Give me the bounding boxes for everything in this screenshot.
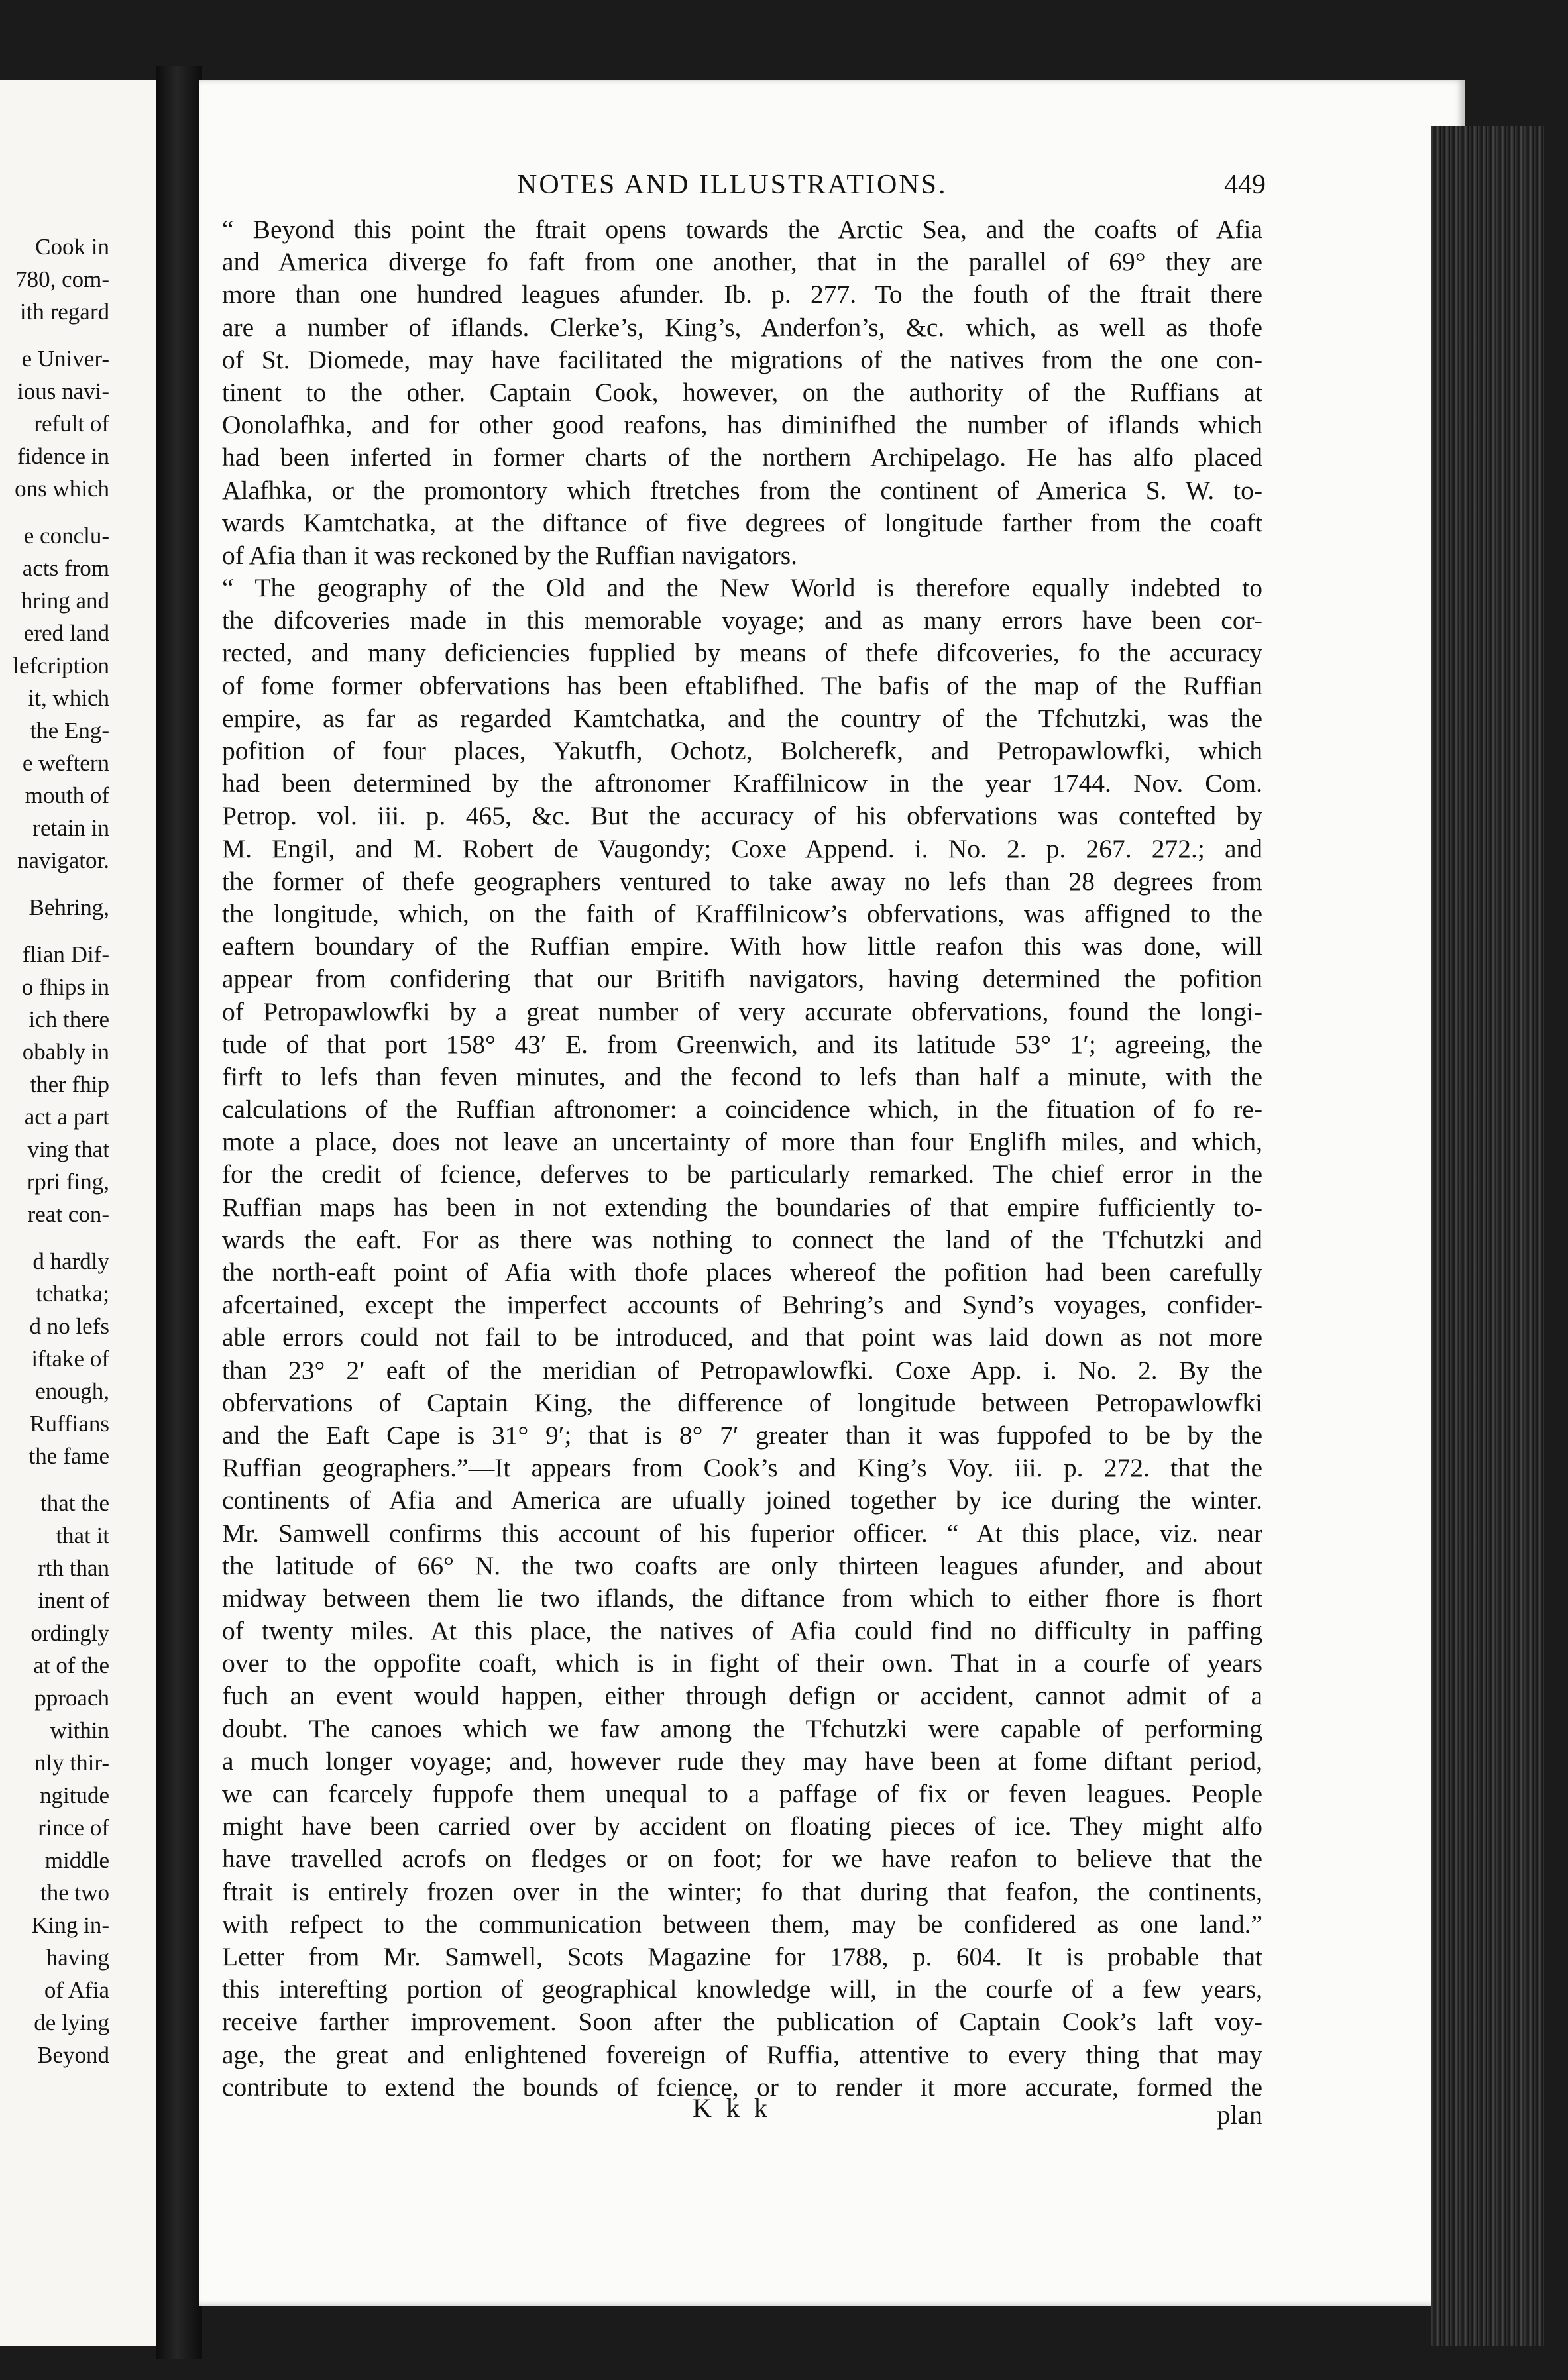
left-page-line: ious navi- <box>17 378 109 404</box>
left-page-line: iftake of <box>31 1346 109 1372</box>
left-page-line: Behring, <box>28 894 109 920</box>
body-line: able errors could not fail to be introduced, and that point was laid down as not more <box>222 1323 1262 1352</box>
body-line: have travelled acrofs on fledges or on foot; for we have reafon to believe that the <box>222 1844 1262 1874</box>
body-line: we can fcarcely fuppofe them unequal to a paffage of fix or feven leagues. People <box>222 1779 1262 1808</box>
left-page-line: 780, com- <box>15 266 109 292</box>
body-line: firft to lefs than feven minutes, and the fecond to lefs than half a minute, with the <box>222 1061 1262 1091</box>
left-page-line: that it <box>56 1523 109 1548</box>
left-page-line: Cook in <box>35 234 109 260</box>
body-line: fuch an event would happen, either through defign or accident, cannot admit of a <box>222 1681 1262 1711</box>
body-line: calculations of the Ruffian aftronomer: a coincidence which, in the fituation of fo re- <box>222 1095 1262 1124</box>
left-page-line: within <box>50 1717 109 1743</box>
left-page-line: navigator. <box>17 847 109 873</box>
left-page-line: middle <box>44 1847 109 1873</box>
body-line: of Afia than it was reckoned by the Ruffian navigators. <box>222 540 798 570</box>
body-line: had been determined by the aftronomer Kraffilnicow in the year 1744. Nov. Com. <box>222 769 1262 798</box>
body-line: Ruffian maps has been in not extending the boundaries of that empire fufficiently to- <box>222 1192 1262 1222</box>
body-line: and the Eaft Cape is 31° 9′; that is 8° 7′ greater than it was fuppofed to be by the <box>222 1420 1262 1450</box>
body-line: of twenty miles. At this place, the natives of Afia could find no difficulty in paffing <box>222 1616 1262 1646</box>
body-line: continents of Afia and America are ufually joined together by ice during the winter. <box>222 1486 1262 1515</box>
page-footer <box>222 2092 1262 2132</box>
body-line: and America diverge fo faft from one another, that in the parallel of 69° they are <box>222 247 1262 277</box>
body-line: receive farther improvement. Soon after the publication of Captain Cook’s laft voy- <box>222 2007 1262 2037</box>
body-line: Alafhka, or the promontory which ftretches from the continent of America S. W. to- <box>222 475 1262 505</box>
left-page-line: refult of <box>34 411 109 437</box>
left-page-fragment <box>0 80 156 2346</box>
left-page-line: d no lefs <box>29 1313 109 1339</box>
left-page-line: e weftern <box>22 750 109 776</box>
left-page-line: e conclu- <box>23 523 109 549</box>
body-line: empire, as far as regarded Kamtchatka, and the country of the Tfchutzki, was the <box>222 703 1262 733</box>
left-page-line: Ruffians <box>30 1411 109 1436</box>
body-line: “ Beyond this point the ftrait opens towards the Arctic Sea, and the coafts of Afia <box>222 215 1262 244</box>
left-page-line: d hardly <box>32 1248 109 1274</box>
left-page-line: of Afia <box>44 1977 109 2003</box>
left-page-line: ther fhip <box>30 1071 109 1097</box>
left-page-line: obably in <box>22 1039 109 1065</box>
body-line: are a number of iflands. Clerke’s, King’s, Anderfon’s, &c. which, as well as thofe <box>222 312 1262 342</box>
body-line: ftrait is entirely frozen over in the winter; fo that during that feafon, the continents, <box>222 1876 1262 1906</box>
left-page-line: ving that <box>27 1136 109 1162</box>
body-line: the latitude of 66° N. the two coafts are only thirteen leagues afunder, and about <box>222 1550 1262 1580</box>
body-line: with refpect to the communication between them, may be confidered as one land.” <box>222 1909 1262 1939</box>
body-line: might have been carried over by accident on floating pieces of ice. They might alfo <box>222 1812 1262 1841</box>
body-line: of Petropawlowfki by a great number of very accurate obfervations, found the longi- <box>222 997 1262 1026</box>
left-page-line: pproach <box>34 1685 109 1711</box>
left-page-line: fidence in <box>17 443 109 469</box>
left-page-line: act a part <box>24 1104 109 1130</box>
running-title: NOTES AND ILLUSTRATIONS. <box>517 170 948 200</box>
left-page-line: tchatka; <box>36 1281 109 1307</box>
body-line: than 23° 2′ eaft of the meridian of Petropawlowfki. Coxe App. i. No. 2. By the <box>222 1355 1262 1385</box>
body-line: the difcoveries made in this memorable voyage; and as many errors have been cor- <box>222 606 1262 635</box>
body-line: of fome former obfervations has been eftablifhed. The bafis of the map of the Ruffian <box>222 671 1262 700</box>
body-line: a much longer voyage; and, however rude they may have been at fome diftant period, <box>222 1746 1262 1776</box>
page-header <box>265 169 1279 209</box>
body-line: doubt. The canoes which we faw among the Tfchutzki were capable of performing <box>222 1713 1262 1743</box>
left-page-line: lefcription <box>13 653 109 678</box>
left-page-line: having <box>46 1945 109 1971</box>
body-line: the former of thefe geographers ventured to take away no lefs than 28 degrees from <box>222 866 1262 896</box>
body-line: contribute to extend the bounds of fcience, or to render it more accurate, formed the <box>222 2072 1262 2102</box>
left-page-line: the two <box>40 1880 109 1906</box>
left-page-line: acts from <box>22 555 109 581</box>
body-line: Oonolafhka, and for other good reafons, has diminifhed the number of iflands which <box>222 410 1262 440</box>
page-edges <box>1431 126 1544 2346</box>
body-line: eaftern boundary of the Ruffian empire. With how little reafon this was done, will <box>222 932 1262 961</box>
left-page-line: that the <box>40 1490 109 1516</box>
left-page-line: ered land <box>23 620 109 646</box>
left-page-line: ons which <box>15 476 109 502</box>
left-page-line: rince of <box>38 1815 109 1841</box>
body-line: the longitude, which, on the faith of Kraffilnicow’s obfervations, was affigned to the <box>222 898 1262 928</box>
left-page-line: e Univer- <box>21 346 109 372</box>
body-line: wards Kamtchatka, at the diftance of five degrees of longitude farther from the coaft <box>222 508 1262 537</box>
signature-mark: K k k <box>693 2093 771 2123</box>
left-page-line: Beyond <box>37 2042 109 2068</box>
body-line: Mr. Samwell confirms this account of his fuperior officer. “ At this place, viz. near <box>222 1518 1262 1548</box>
body-line: obfervations of Captain King, the difference of longitude between Petropawlowfki <box>222 1387 1262 1417</box>
body-line: rected, and many deficiencies fupplied by means of thefe difcoveries, fo the accuracy <box>222 638 1262 668</box>
body-line: tinent to the other. Captain Cook, however, on the authority of the Ruffians at <box>222 377 1262 407</box>
body-line: appear from confidering that our Britifh navigators, having determined the pofition <box>222 964 1262 994</box>
left-page-line: reat con- <box>27 1201 109 1227</box>
body-line: the north-eaft point of Afia with thofe places whereof the pofition had been carefully <box>222 1258 1262 1287</box>
body-line: M. Engil, and M. Robert de Vaugondy; Coxe Append. i. No. 2. p. 267. 272.; and <box>222 834 1262 863</box>
left-page-line: mouth of <box>25 783 109 808</box>
left-page-line: ordingly <box>30 1620 109 1646</box>
left-page-line: rpri fing, <box>27 1169 109 1195</box>
body-line: over to the oppofite coaft, which is in fight of their own. That in a courfe of years <box>222 1649 1262 1678</box>
left-page-line: de lying <box>34 2010 109 2035</box>
body-line: for the credit of fcience, deferves to be particularly remarked. The chief error in the <box>222 1160 1262 1189</box>
body-line: more than one hundred leagues afunder. Ib. p. 277. To the fouth of the ftrait there <box>222 280 1262 309</box>
body-line: mote a place, does not leave an uncertainty of more than four Englifh miles, and which, <box>222 1127 1262 1157</box>
body-line: pofition of four places, Yakutfh, Ochotz, Bolcherefk, and Petropawlowfki, which <box>222 736 1262 765</box>
body-line: of St. Diomede, may have facilitated the migrations of the natives from the one con- <box>222 345 1262 374</box>
left-page-line: ngitude <box>40 1782 109 1808</box>
left-page-line: inent of <box>38 1588 109 1613</box>
body-line: tude of that port 158° 43′ E. from Greenwich, and its latitude 53° 1′; agreeing, the <box>222 1029 1262 1059</box>
page-number: 449 <box>1224 170 1266 200</box>
left-page-line: nly thir- <box>34 1750 109 1776</box>
body-line: afcertained, except the imperfect accounts of Behring’s and Synd’s voyages, confider- <box>222 1290 1262 1320</box>
left-page-line: hring and <box>21 588 109 614</box>
left-page-line: the fame <box>28 1443 109 1469</box>
body-line: “ The geography of the Old and the New World is therefore equally indebted to <box>222 573 1262 603</box>
left-page-line: ich there <box>28 1006 109 1032</box>
left-page-line: ith regard <box>19 299 109 325</box>
left-page-line: rth than <box>38 1555 109 1581</box>
body-text <box>222 213 1262 2104</box>
body-line: age, the great and enlightened fovereign of Ruffia, attentive to every thing that may <box>222 2039 1262 2069</box>
left-page-line: it, which <box>28 685 109 711</box>
body-line: midway between them lie two iflands, the diftance from which to either fhore is fhort <box>222 1583 1262 1613</box>
left-page-line: the Eng- <box>30 718 109 743</box>
left-page-line: King in- <box>31 1912 109 1938</box>
left-page-line: retain in <box>32 815 109 841</box>
catchword: plan <box>1217 2100 1262 2130</box>
left-page-line: enough, <box>35 1378 109 1404</box>
body-line: had been inferted in former charts of the northern Archipelago. He has alfo placed <box>222 443 1262 472</box>
left-page-line: o fhips in <box>21 974 109 1000</box>
body-line: this interefting portion of geographical knowledge will, in the courfe of a few years, <box>222 1974 1262 2004</box>
body-line: Ruffian geographers.”—It appears from Cook’s and King’s Voy. iii. p. 272. that the <box>222 1453 1262 1483</box>
body-line: Letter from Mr. Samwell, Scots Magazine for 1788, p. 604. It is probable that <box>222 1941 1262 1971</box>
left-page-line: flian Dif- <box>22 942 109 967</box>
body-line: Petrop. vol. iii. p. 465, &c. But the accuracy of his obfervations was contefted by <box>222 801 1262 831</box>
left-page-line: at of the <box>33 1652 109 1678</box>
book-gutter <box>156 66 202 2359</box>
body-line: wards the eaft. For as there was nothing to connect the land of the Tfchutzki and <box>222 1224 1262 1254</box>
